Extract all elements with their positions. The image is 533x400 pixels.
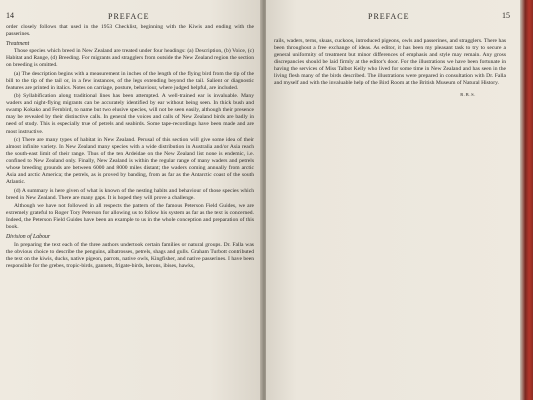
left-page — [0, 0, 262, 400]
treatment-heading: Treatment — [6, 40, 30, 47]
author-initials: R.B.S. — [460, 92, 476, 98]
treatment-voice: (b) Syllabification along traditional lines has been attempted. A well-trained ear is invaluable. Many waders and night-flying migrants can be accurately identified by ear without being seen. In thick bush and swamp Kokako and Fernbird, to name but two elusive species, will not be seen easily, although their presence may be revealed by their distinctive calls. In general the voices and calls of New Zealand birds are badly in need of study. This is especially true of petrels and seabirds. Some tape-recordings have been made and are most instructive. — [6, 93, 254, 135]
right-page — [266, 0, 520, 400]
continuation-paragraph: rails, waders, terns, skuas, cuckoos, introduced pigeons, owls and passerines, and stragglers. There has been throughout a free exchange of ideas. As editor, it has been my pleasant task to try to secure a general uniformity of treatment but minor differences of emphasis and style may remain. Any gross discrepancies should be laid firmly at the editor's door. For the illustrations we have been fortunate in having the services of Miss Talbot Kelly who lived for some time in New Zealand and has seen in the living flesh many of the birds described. The illustrations were prepared in consultation with Dr. Falla and myself and with the invaluable help of the Bird Room at the British Museum of Natural History. — [274, 38, 506, 87]
running-head-right: PREFACE — [368, 12, 410, 21]
division-paragraph: In preparing the text each of the three authors undertook certain families or natural groups. Dr. Falla was the obvious choice to describe the penguins, albatrosses, petrels, shags and gulls. Graham Turbott contributed the text on the kiwis, ducks, native pigeon, parrots, native owls, Kingfisher, and native passerines. I have been responsible for the grebes, tropic-birds, gannets, frigate-birds, herons, ibises, hawks, — [6, 241, 254, 269]
opening-paragraph: order closely follows that used in the 1953 Checklist, beginning with the Kiwis and ending with the passerines. — [6, 24, 254, 38]
book-cover-edge — [520, 0, 533, 400]
treatment-breeding: (d) A summary is here given of what is known of the nesting habits and behaviour of those species which breed in New Zealand. There are many gaps. It is hoped they will prove a challenge. — [6, 187, 254, 201]
treatment-habitat: (c) There are many types of habitat in New Zealand. Perusal of this section will give some idea of their almost infinite variety. In New Zealand many species with a wide distribution in Australia and/or Asia reach the south-east limit of their range. Thus of the ten Ardeidae on the New Zealand list none is endemic, i.e. confined to New Zealand only. Finally, New Zealand is within the regular range of many waders and petrels whose breeding grounds are between 6000 and 8000 miles distant; the waders coming annually from arctic Asia and arctic America; the petrels, as is proved by banding, from as far as the Antarctic coast of the south Atlantic. — [6, 136, 254, 186]
page-number-left: 14 — [6, 11, 14, 20]
peterson-paragraph: Although we have not followed in all respects the pattern of the famous Peterson Field Guides, we are extremely grateful to Roger Tory Peterson for allowing us to follow his system as far as the text is concerned. Indeed, the Peterson Field Guides have been an example to us in the whole conception and preparation of this book. — [6, 203, 254, 231]
treatment-intro: Those species which breed in New Zealand are treated under four headings: (a) Description, (b) Voice, (c) Habitat and Range, (d) Breeding. For migrants and stragglers from outside the New Zealand region the section on breeding is omitted. — [6, 48, 254, 69]
left-page-body — [6, 24, 254, 271]
right-page-body — [274, 38, 506, 98]
page-number-right: 15 — [502, 11, 510, 20]
running-head-left: PREFACE — [108, 12, 150, 21]
division-heading: Division of Labour — [6, 233, 51, 240]
treatment-description: (a) The description begins with a measurement in inches of the length of the flying bird from the tip of the bill to the tip of the tail or, in a few instances, of the legs extending beyond the tail. Salient or diagnostic features are printed in italics. Notes on carriage, posture, behaviour, where judged helpful, are included. — [6, 70, 254, 91]
